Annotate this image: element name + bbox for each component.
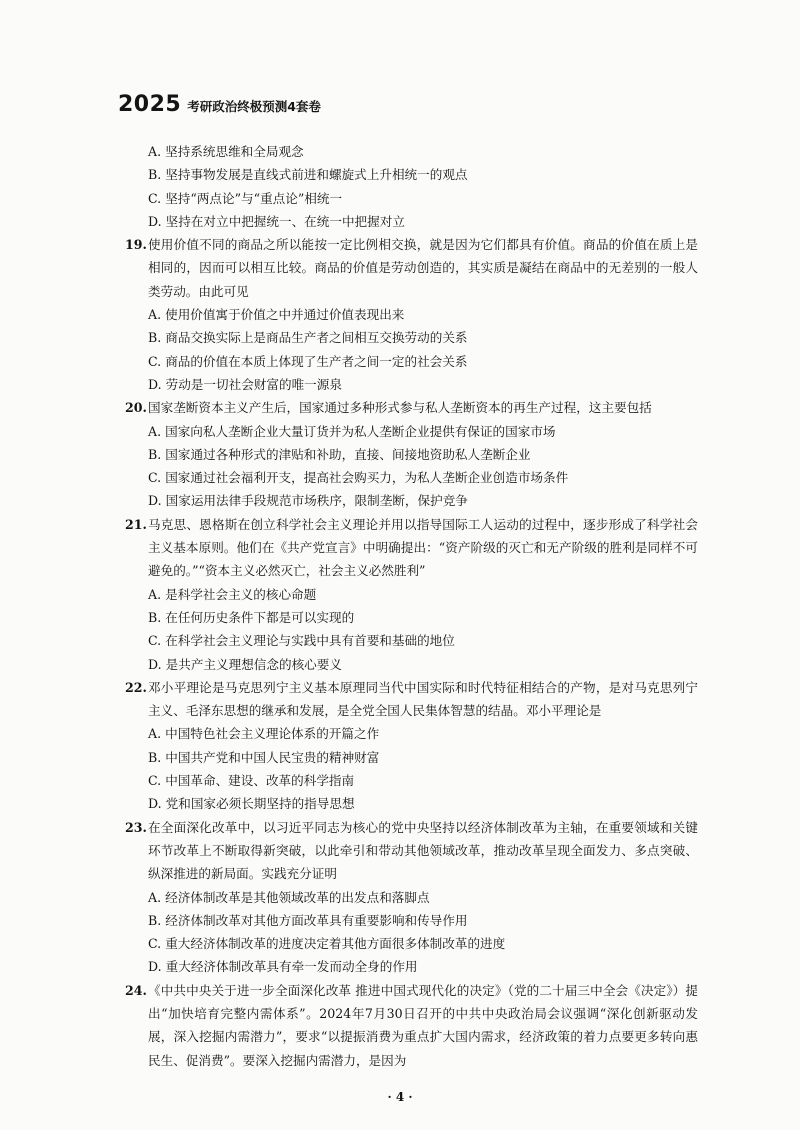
question-19 — [125, 233, 698, 396]
option-d: D. 国家运用法律手段规范市场秩序，限制垄断，保护竞争 — [148, 493, 468, 509]
option-c: C. 在科学社会主义理论与实践中具有首要和基础的地位 — [148, 633, 455, 649]
question-23 — [125, 816, 698, 979]
option-d: D. 是共产主义理想信念的核心要义 — [148, 656, 342, 672]
q18-option-c: C. 坚持“两点论”与“重点论”相统一 — [148, 190, 343, 206]
question-stem — [125, 513, 698, 583]
header-year: 2025 — [118, 92, 182, 117]
option-a: A. 使用价值寓于价值之中并通过价值表现出来 — [148, 307, 405, 323]
option-c: C. 国家通过社会福利开支，提高社会购买力，为私人垄断企业创造市场条件 — [148, 470, 569, 486]
q18-option-d: D. 坚持在对立中把握统一、在统一中把握对立 — [148, 213, 405, 229]
question-stem — [125, 816, 698, 886]
question-24 — [125, 979, 698, 1072]
option-d: D. 劳动是一切社会财富的唯一源泉 — [148, 376, 342, 392]
question-stem — [125, 979, 698, 1072]
question-stem — [125, 396, 698, 419]
question-content — [125, 140, 698, 1072]
question-text: 国家垄断资本主义产生后，国家通过多种形式参与私人垄断资本的再生产过程，这主要包括 — [148, 400, 652, 416]
option-a: A. 国家向私人垄断企业大量订货并为私人垄断企业提供有保证的国家市场 — [148, 423, 556, 439]
option-b: B. 中国共产党和中国人民宝贵的精神财富 — [148, 749, 380, 765]
q18-option-a: A. 坚持系统思维和全局观念 — [148, 144, 304, 159]
page-number: · 4 · — [387, 1090, 413, 1104]
question-number: 20. — [125, 400, 147, 416]
question-stem — [125, 233, 698, 303]
question-number: 19. — [125, 237, 147, 253]
question-21 — [125, 513, 698, 676]
option-d: D. 重大经济体制改革具有牵一发而动全身的作用 — [148, 959, 418, 975]
question-number: 21. — [125, 516, 147, 532]
question-text: 《中共中央关于进一步全面深化改革 推进中国式现代化的决定》（党的二十届三中全会《决定》）提出“加快培育完整内需体系”。2024年7月30日召开的中共中央政治局会议强调“深化创新驱动发展，深入挖掘内需潜力”，要求“以提振消费为重点扩大国内需求，经济政策的着力点要更多转向惠民生、促消费”。要深入挖掘内需潜力，是因为 — [148, 982, 698, 1068]
option-c: C. 重大经济体制改革的进度决定着其他方面很多体制改革的进度 — [148, 936, 506, 952]
option-a: A. 经济体制改革是其他领域改革的出发点和落脚点 — [148, 889, 430, 905]
q18-options — [128, 140, 698, 233]
question-text: 使用价值不同的商品之所以能按一定比例相交换，就是因为它们都具有价值。商品的价值在质上是相同的，因而可以相互比较。商品的价值是劳动创造的，其实质是凝结在商品中的无差别的一般人类劳动。由此可见 — [148, 237, 698, 299]
option-b: B. 商品交换实际上是商品生产者之间相互交换劳动的关系 — [148, 330, 468, 346]
option-c: C. 商品的价值在本质上体现了生产者之间一定的社会关系 — [148, 353, 468, 369]
option-b: B. 在任何历史条件下都是可以实现的 — [148, 609, 355, 625]
option-d: D. 党和国家必须长期坚持的指导思想 — [148, 796, 355, 812]
option-a: A. 是科学社会主义的核心命题 — [148, 586, 317, 602]
question-text: 邓小平理论是马克思列宁主义基本原理同当代中国实际和时代特征相结合的产物，是对马克思列宁主义、毛泽东思想的继承和发展，是全党全国人民集体智慧的结晶。邓小平理论是 — [148, 679, 698, 719]
question-number: 24. — [125, 982, 147, 998]
page-header — [118, 92, 321, 117]
question-stem — [125, 676, 698, 723]
question-22 — [125, 676, 698, 816]
question-number: 22. — [125, 679, 147, 695]
question-text: 在全面深化改革中，以习近平同志为核心的党中央坚持以经济体制改革为主轴，在重要领域和关键环节改革上不断取得新突破，以此牵引和带动其他领域改革，推动改革呈现全面发力、多点突破、纵深推进的新局面。实践充分证明 — [148, 819, 698, 882]
option-b: B. 经济体制改革对其他方面改革具有重要影响和传导作用 — [148, 912, 468, 928]
header-title: 考研政治终极预测4套卷 — [187, 99, 321, 114]
option-c: C. 中国革命、建设、改革的科学指南 — [148, 773, 355, 789]
option-a: A. 中国特色社会主义理论体系的开篇之作 — [148, 726, 380, 742]
question-text: 马克思、恩格斯在创立科学社会主义理论并用以指导国际工人运动的过程中，逐步形成了科学社会主义基本原则。他们在《共产党宣言》中明确提出：“资产阶级的灭亡和无产阶级的胜利是同样不可避免的。”“资本主义必然灭亡，社会主义必然胜利” — [148, 516, 698, 579]
question-number: 23. — [125, 819, 147, 835]
question-20 — [125, 396, 698, 512]
option-b: B. 国家通过各种形式的津贴和补助，直接、间接地资助私人垄断企业 — [148, 446, 531, 462]
q18-option-b: B. 坚持事物发展是直线式前进和螺旋式上升相统一的观点 — [148, 167, 468, 183]
